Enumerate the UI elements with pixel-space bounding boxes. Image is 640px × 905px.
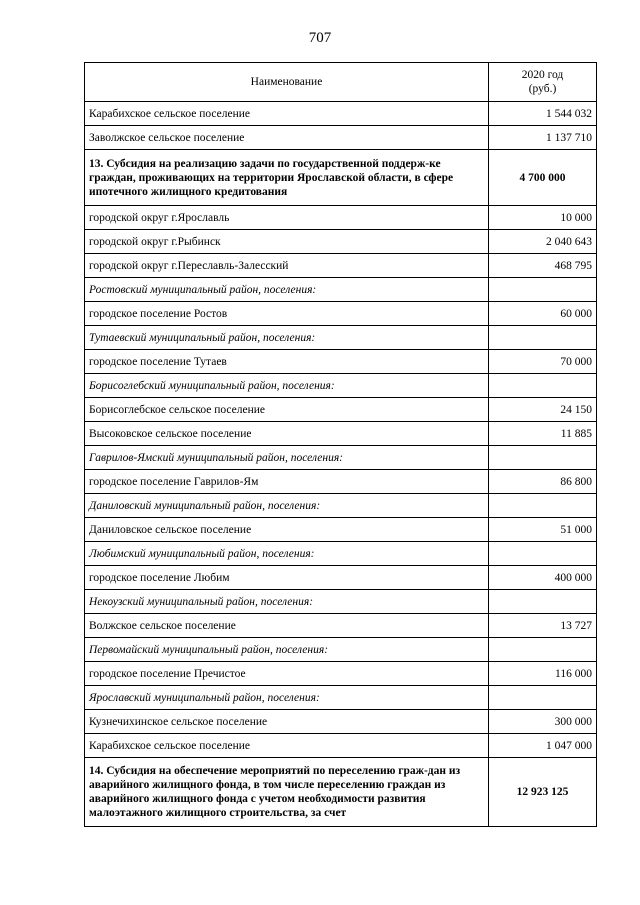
table-row [85, 254, 597, 278]
settlement-name: городское поселение Ростов [85, 302, 489, 326]
settlement-name: городской округ г.Ярославль [85, 206, 489, 230]
settlement-name: Карабихское сельское поселение [85, 734, 489, 758]
table-row [85, 102, 597, 126]
table-row [85, 350, 597, 374]
district-group-row [85, 494, 597, 518]
district-group-row [85, 278, 597, 302]
section-row [85, 150, 597, 206]
table-row [85, 302, 597, 326]
settlement-name: городское поселение Любим [85, 566, 489, 590]
district-group-row [85, 326, 597, 350]
table-row [85, 206, 597, 230]
amount-cell [489, 494, 597, 518]
amount-cell: 10 000 [489, 206, 597, 230]
settlement-name: Высоковское сельское поселение [85, 422, 489, 446]
column-header-unit: (руб.) [528, 83, 557, 95]
table-row [85, 470, 597, 494]
amount-cell: 51 000 [489, 518, 597, 542]
amount-cell [489, 590, 597, 614]
table-row [85, 422, 597, 446]
amount-cell: 86 800 [489, 470, 597, 494]
settlement-name: Волжское сельское поселение [85, 614, 489, 638]
section-amount: 4 700 000 [489, 150, 597, 206]
settlement-name: городское поселение Пречистое [85, 662, 489, 686]
table-row [85, 614, 597, 638]
amount-cell [489, 326, 597, 350]
settlement-name: городской округ г.Переславль-Залесский [85, 254, 489, 278]
table-row [85, 398, 597, 422]
amount-cell: 300 000 [489, 710, 597, 734]
table-body [85, 102, 597, 827]
amount-cell: 1 544 032 [489, 102, 597, 126]
amount-cell [489, 374, 597, 398]
district-name: Тутаевский муниципальный район, поселения: [85, 326, 489, 350]
settlement-name: городское поселение Гаврилов-Ям [85, 470, 489, 494]
settlement-name: Борисоглебское сельское поселение [85, 398, 489, 422]
table-row [85, 710, 597, 734]
table-row [85, 230, 597, 254]
section-amount: 12 923 125 [489, 758, 597, 827]
district-group-row [85, 638, 597, 662]
district-group-row [85, 542, 597, 566]
budget-table [84, 62, 597, 827]
amount-cell: 1 137 710 [489, 126, 597, 150]
amount-cell: 60 000 [489, 302, 597, 326]
table-row [85, 126, 597, 150]
amount-cell [489, 542, 597, 566]
amount-cell [489, 638, 597, 662]
settlement-name: городское поселение Тутаев [85, 350, 489, 374]
district-name: Борисоглебский муниципальный район, поселения: [85, 374, 489, 398]
column-header-name: Наименование [85, 63, 489, 102]
amount-cell [489, 446, 597, 470]
amount-cell [489, 278, 597, 302]
amount-cell [489, 686, 597, 710]
settlement-name: Заволжское сельское поселение [85, 126, 489, 150]
amount-cell: 400 000 [489, 566, 597, 590]
amount-cell: 1 047 000 [489, 734, 597, 758]
table-row [85, 734, 597, 758]
table-row [85, 566, 597, 590]
column-header-year: 2020 год [521, 69, 564, 81]
district-name: Некоузский муниципальный район, поселения: [85, 590, 489, 614]
section-title: 13. Субсидия на реализацию задачи по государственной поддерж-ке граждан, проживающих на территории Ярославской области, в сфере ипотечного жилищного кредитования [85, 150, 489, 206]
section-row [85, 758, 597, 827]
district-name: Любимский муниципальный район, поселения: [85, 542, 489, 566]
amount-cell: 2 040 643 [489, 230, 597, 254]
district-name: Гаврилов-Ямский муниципальный район, поселения: [85, 446, 489, 470]
district-name: Ростовский муниципальный район, поселения: [85, 278, 489, 302]
settlement-name: Кузнечихинское сельское поселение [85, 710, 489, 734]
table-header-row [85, 63, 597, 102]
district-group-row [85, 590, 597, 614]
table-row [85, 518, 597, 542]
amount-cell: 116 000 [489, 662, 597, 686]
district-name: Ярославский муниципальный район, поселения: [85, 686, 489, 710]
district-group-row [85, 446, 597, 470]
page-number: 707 [308, 30, 332, 46]
settlement-name: Даниловское сельское поселение [85, 518, 489, 542]
amount-cell: 24 150 [489, 398, 597, 422]
amount-cell: 11 885 [489, 422, 597, 446]
amount-cell: 13 727 [489, 614, 597, 638]
district-name: Даниловский муниципальный район, поселения: [85, 494, 489, 518]
table-row [85, 662, 597, 686]
column-header-value [489, 63, 597, 102]
settlement-name: Карабихское сельское поселение [85, 102, 489, 126]
district-name: Первомайский муниципальный район, поселения: [85, 638, 489, 662]
district-group-row [85, 686, 597, 710]
district-group-row [85, 374, 597, 398]
amount-cell: 468 795 [489, 254, 597, 278]
settlement-name: городской округ г.Рыбинск [85, 230, 489, 254]
amount-cell: 70 000 [489, 350, 597, 374]
section-title: 14. Субсидия на обеспечение мероприятий по переселению граж-дан из аварийного жилищного фонда, в том числе переселению граждан из аварийного жилищного фонда с учетом необходимости развития малоэтажного жилищного строительства, за счет [85, 758, 489, 827]
